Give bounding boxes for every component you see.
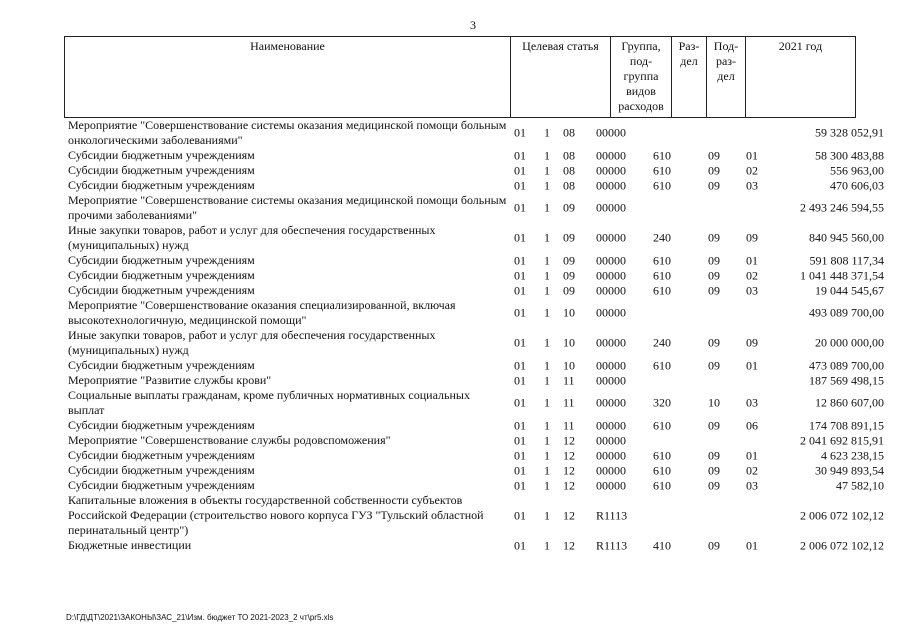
code-direction: 00000 (596, 230, 626, 245)
row-name: Субсидии бюджетным учреждениям (68, 163, 255, 177)
amount: 59 328 052,91 (815, 125, 884, 140)
code-subprogram: 1 (544, 478, 550, 492)
code-activity: 12 (563, 538, 575, 552)
page-number: 3 (470, 18, 476, 32)
section: 09 (708, 478, 720, 492)
code-program: 01 (514, 538, 526, 552)
row-name: Субсидии бюджетным учреждениям (68, 418, 255, 432)
code-subprogram: 1 (544, 230, 550, 245)
expense-group: 320 (653, 395, 671, 410)
code-direction: 00000 (596, 335, 626, 350)
subsection: 01 (746, 448, 758, 462)
code-program: 01 (514, 418, 526, 432)
row-name: Мероприятие "Развитие службы крови" (68, 373, 272, 387)
header-section: Раз- дел (672, 37, 707, 118)
table-row (68, 463, 888, 478)
amount: 493 089 700,00 (809, 305, 884, 320)
code-activity: 10 (563, 305, 575, 320)
subsection: 02 (746, 268, 758, 282)
code-direction: R1113 (596, 538, 628, 552)
code-program: 01 (514, 478, 526, 492)
amount: 470 606,03 (830, 178, 884, 192)
table-row (68, 328, 888, 358)
code-activity: 12 (563, 433, 575, 447)
amount: 2 006 072 102,12 (800, 508, 884, 522)
code-subprogram: 1 (544, 163, 550, 177)
amount: 556 963,00 (830, 163, 884, 177)
row-name: Мероприятие "Совершенствование службы родовспоможения" (68, 433, 391, 447)
header-target-article: Целевая статья (511, 37, 611, 118)
amount: 174 708 891,15 (809, 418, 884, 432)
row-name: Субсидии бюджетным учреждениям (68, 448, 255, 462)
code-activity: 10 (563, 335, 575, 350)
code-direction: 00000 (596, 448, 626, 462)
code-subprogram: 1 (544, 268, 550, 282)
code-direction: 00000 (596, 305, 626, 320)
code-activity: 09 (563, 200, 575, 215)
header-group: Группа, под- группа видов расходов (611, 37, 672, 118)
code-program: 01 (514, 508, 526, 522)
subsection: 06 (746, 418, 758, 432)
amount: 58 300 483,88 (815, 148, 884, 162)
code-subprogram: 1 (544, 253, 550, 267)
code-activity: 10 (563, 358, 575, 372)
code-program: 01 (514, 125, 526, 140)
subsection: 01 (746, 148, 758, 162)
code-activity: 11 (563, 373, 575, 387)
amount: 840 945 560,00 (809, 230, 884, 245)
expense-group: 610 (653, 283, 671, 297)
expense-group: 610 (653, 268, 671, 282)
table-row (68, 148, 888, 163)
code-direction: 00000 (596, 463, 626, 477)
code-program: 01 (514, 148, 526, 162)
table-row (68, 373, 888, 388)
code-direction: 00000 (596, 125, 626, 140)
section: 09 (708, 253, 720, 267)
table-row (68, 418, 888, 433)
code-subprogram: 1 (544, 178, 550, 192)
subsection: 02 (746, 163, 758, 177)
code-direction: R1113 (596, 508, 628, 522)
code-activity: 09 (563, 253, 575, 267)
amount: 2 006 072 102,12 (800, 538, 884, 552)
row-name: Иные закупки товаров, работ и услуг для обеспечения государственных (муниципальных) нужд (68, 328, 436, 357)
subsection: 03 (746, 283, 758, 297)
code-activity: 08 (563, 178, 575, 192)
code-subprogram: 1 (544, 463, 550, 477)
code-subprogram: 1 (544, 418, 550, 432)
expense-group: 610 (653, 148, 671, 162)
code-subprogram: 1 (544, 335, 550, 350)
code-program: 01 (514, 200, 526, 215)
code-direction: 00000 (596, 148, 626, 162)
code-subprogram: 1 (544, 395, 550, 410)
row-name: Субсидии бюджетным учреждениям (68, 268, 255, 282)
section: 10 (708, 395, 720, 410)
row-name: Субсидии бюджетным учреждениям (68, 358, 255, 372)
code-direction: 00000 (596, 200, 626, 215)
code-activity: 09 (563, 268, 575, 282)
table-row (68, 253, 888, 268)
header-subsection: Под- раз- дел (707, 37, 746, 118)
row-name: Субсидии бюджетным учреждениям (68, 463, 255, 477)
amount: 2 493 246 594,55 (800, 200, 884, 215)
amount: 591 808 117,34 (809, 253, 884, 267)
expense-group: 610 (653, 463, 671, 477)
table-row (68, 448, 888, 463)
code-program: 01 (514, 358, 526, 372)
code-subprogram: 1 (544, 200, 550, 215)
table-row (68, 163, 888, 178)
section: 09 (708, 230, 720, 245)
expense-group: 240 (653, 335, 671, 350)
code-activity: 12 (563, 463, 575, 477)
code-direction: 00000 (596, 418, 626, 432)
table-header (64, 36, 856, 118)
code-activity: 08 (563, 163, 575, 177)
code-direction: 00000 (596, 373, 626, 387)
code-direction: 00000 (596, 478, 626, 492)
code-activity: 12 (563, 508, 575, 522)
row-name: Мероприятие "Совершенствование системы оказания медицинской помощи больным прочими заболеваниями" (68, 193, 507, 222)
code-program: 01 (514, 163, 526, 177)
row-name: Социальные выплаты гражданам, кроме публичных нормативных социальных выплат (68, 388, 470, 417)
code-activity: 09 (563, 283, 575, 297)
row-name: Субсидии бюджетным учреждениям (68, 148, 255, 162)
code-subprogram: 1 (544, 448, 550, 462)
file-path-footer: D:\ГД\ДТ\2021\ЗАКОНЫ\ЗАС_21\Изм. бюджет ТО 2021-2023_2 чт\pr5.xls (66, 613, 334, 622)
code-program: 01 (514, 433, 526, 447)
code-subprogram: 1 (544, 148, 550, 162)
subsection: 09 (746, 230, 758, 245)
table-row (68, 223, 888, 253)
table-row (68, 118, 888, 148)
table-row (68, 538, 888, 553)
expense-group: 610 (653, 478, 671, 492)
code-activity: 11 (563, 418, 575, 432)
section: 09 (708, 163, 720, 177)
table-row (68, 358, 888, 373)
row-name: Субсидии бюджетным учреждениям (68, 253, 255, 267)
expense-group: 610 (653, 163, 671, 177)
code-subprogram: 1 (544, 538, 550, 552)
subsection: 02 (746, 463, 758, 477)
row-name: Мероприятие "Совершенствование системы оказания медицинской помощи больным онкологическими заболеваниями" (68, 118, 507, 147)
amount: 30 949 893,54 (815, 463, 884, 477)
code-program: 01 (514, 305, 526, 320)
code-subprogram: 1 (544, 433, 550, 447)
section: 09 (708, 283, 720, 297)
expense-group: 240 (653, 230, 671, 245)
code-program: 01 (514, 253, 526, 267)
row-name: Иные закупки товаров, работ и услуг для обеспечения государственных (муниципальных) нужд (68, 223, 436, 252)
code-direction: 00000 (596, 283, 626, 297)
amount: 20 000 000,00 (815, 335, 884, 350)
table-row (68, 268, 888, 283)
code-direction: 00000 (596, 268, 626, 282)
code-program: 01 (514, 335, 526, 350)
row-name: Субсидии бюджетным учреждениям (68, 478, 255, 492)
amount: 19 044 545,67 (815, 283, 884, 297)
header-year: 2021 год (746, 37, 856, 118)
amount: 1 041 448 371,54 (800, 268, 884, 282)
amount: 187 569 498,15 (809, 373, 884, 387)
subsection: 01 (746, 253, 758, 267)
subsection: 03 (746, 478, 758, 492)
subsection: 01 (746, 358, 758, 372)
code-activity: 09 (563, 230, 575, 245)
row-name: Капитальные вложения в объекты государственной собственности субъектов Российской Федерации (строительство нового корпуса ГУЗ "Тульский областной перинатальный центр") (68, 493, 484, 537)
code-program: 01 (514, 373, 526, 387)
table-row (68, 478, 888, 493)
expense-group: 610 (653, 253, 671, 267)
code-program: 01 (514, 448, 526, 462)
amount: 2 041 692 815,91 (800, 433, 884, 447)
subsection: 03 (746, 178, 758, 192)
row-name: Бюджетные инвестиции (68, 538, 192, 552)
code-activity: 11 (563, 395, 575, 410)
code-direction: 00000 (596, 433, 626, 447)
section: 09 (708, 335, 720, 350)
section: 09 (708, 358, 720, 372)
row-name: Мероприятие "Совершенствование оказания специализированной, включая высокотехнологичную, медицинской помощи" (68, 298, 456, 327)
code-direction: 00000 (596, 395, 626, 410)
section: 09 (708, 418, 720, 432)
code-subprogram: 1 (544, 125, 550, 140)
expense-group: 610 (653, 358, 671, 372)
table-row (68, 283, 888, 298)
row-name: Субсидии бюджетным учреждениям (68, 178, 255, 192)
code-program: 01 (514, 268, 526, 282)
code-activity: 12 (563, 478, 575, 492)
code-activity: 08 (563, 148, 575, 162)
code-direction: 00000 (596, 163, 626, 177)
code-activity: 08 (563, 125, 575, 140)
section: 09 (708, 148, 720, 162)
expense-group: 610 (653, 418, 671, 432)
table-body (68, 118, 888, 553)
table-row (68, 298, 888, 328)
code-direction: 00000 (596, 178, 626, 192)
table-row (68, 388, 888, 418)
code-program: 01 (514, 178, 526, 192)
section: 09 (708, 463, 720, 477)
code-subprogram: 1 (544, 373, 550, 387)
section: 09 (708, 268, 720, 282)
code-direction: 00000 (596, 358, 626, 372)
code-subprogram: 1 (544, 508, 550, 522)
expense-group: 610 (653, 448, 671, 462)
table-row (68, 193, 888, 223)
section: 09 (708, 448, 720, 462)
amount: 473 089 700,00 (809, 358, 884, 372)
code-subprogram: 1 (544, 283, 550, 297)
code-program: 01 (514, 395, 526, 410)
code-program: 01 (514, 230, 526, 245)
subsection: 03 (746, 395, 758, 410)
amount: 4 623 238,15 (821, 448, 884, 462)
code-program: 01 (514, 463, 526, 477)
amount: 47 582,10 (836, 478, 884, 492)
section: 09 (708, 538, 720, 552)
code-activity: 12 (563, 448, 575, 462)
table-row (68, 493, 888, 538)
code-subprogram: 1 (544, 358, 550, 372)
header-name: Наименование (65, 37, 511, 118)
subsection: 01 (746, 538, 758, 552)
table-row (68, 178, 888, 193)
row-name: Субсидии бюджетным учреждениям (68, 283, 255, 297)
code-program: 01 (514, 283, 526, 297)
amount: 12 860 607,00 (815, 395, 884, 410)
table-row (68, 433, 888, 448)
expense-group: 610 (653, 178, 671, 192)
expense-group: 410 (653, 538, 671, 552)
code-subprogram: 1 (544, 305, 550, 320)
subsection: 09 (746, 335, 758, 350)
code-direction: 00000 (596, 253, 626, 267)
section: 09 (708, 178, 720, 192)
